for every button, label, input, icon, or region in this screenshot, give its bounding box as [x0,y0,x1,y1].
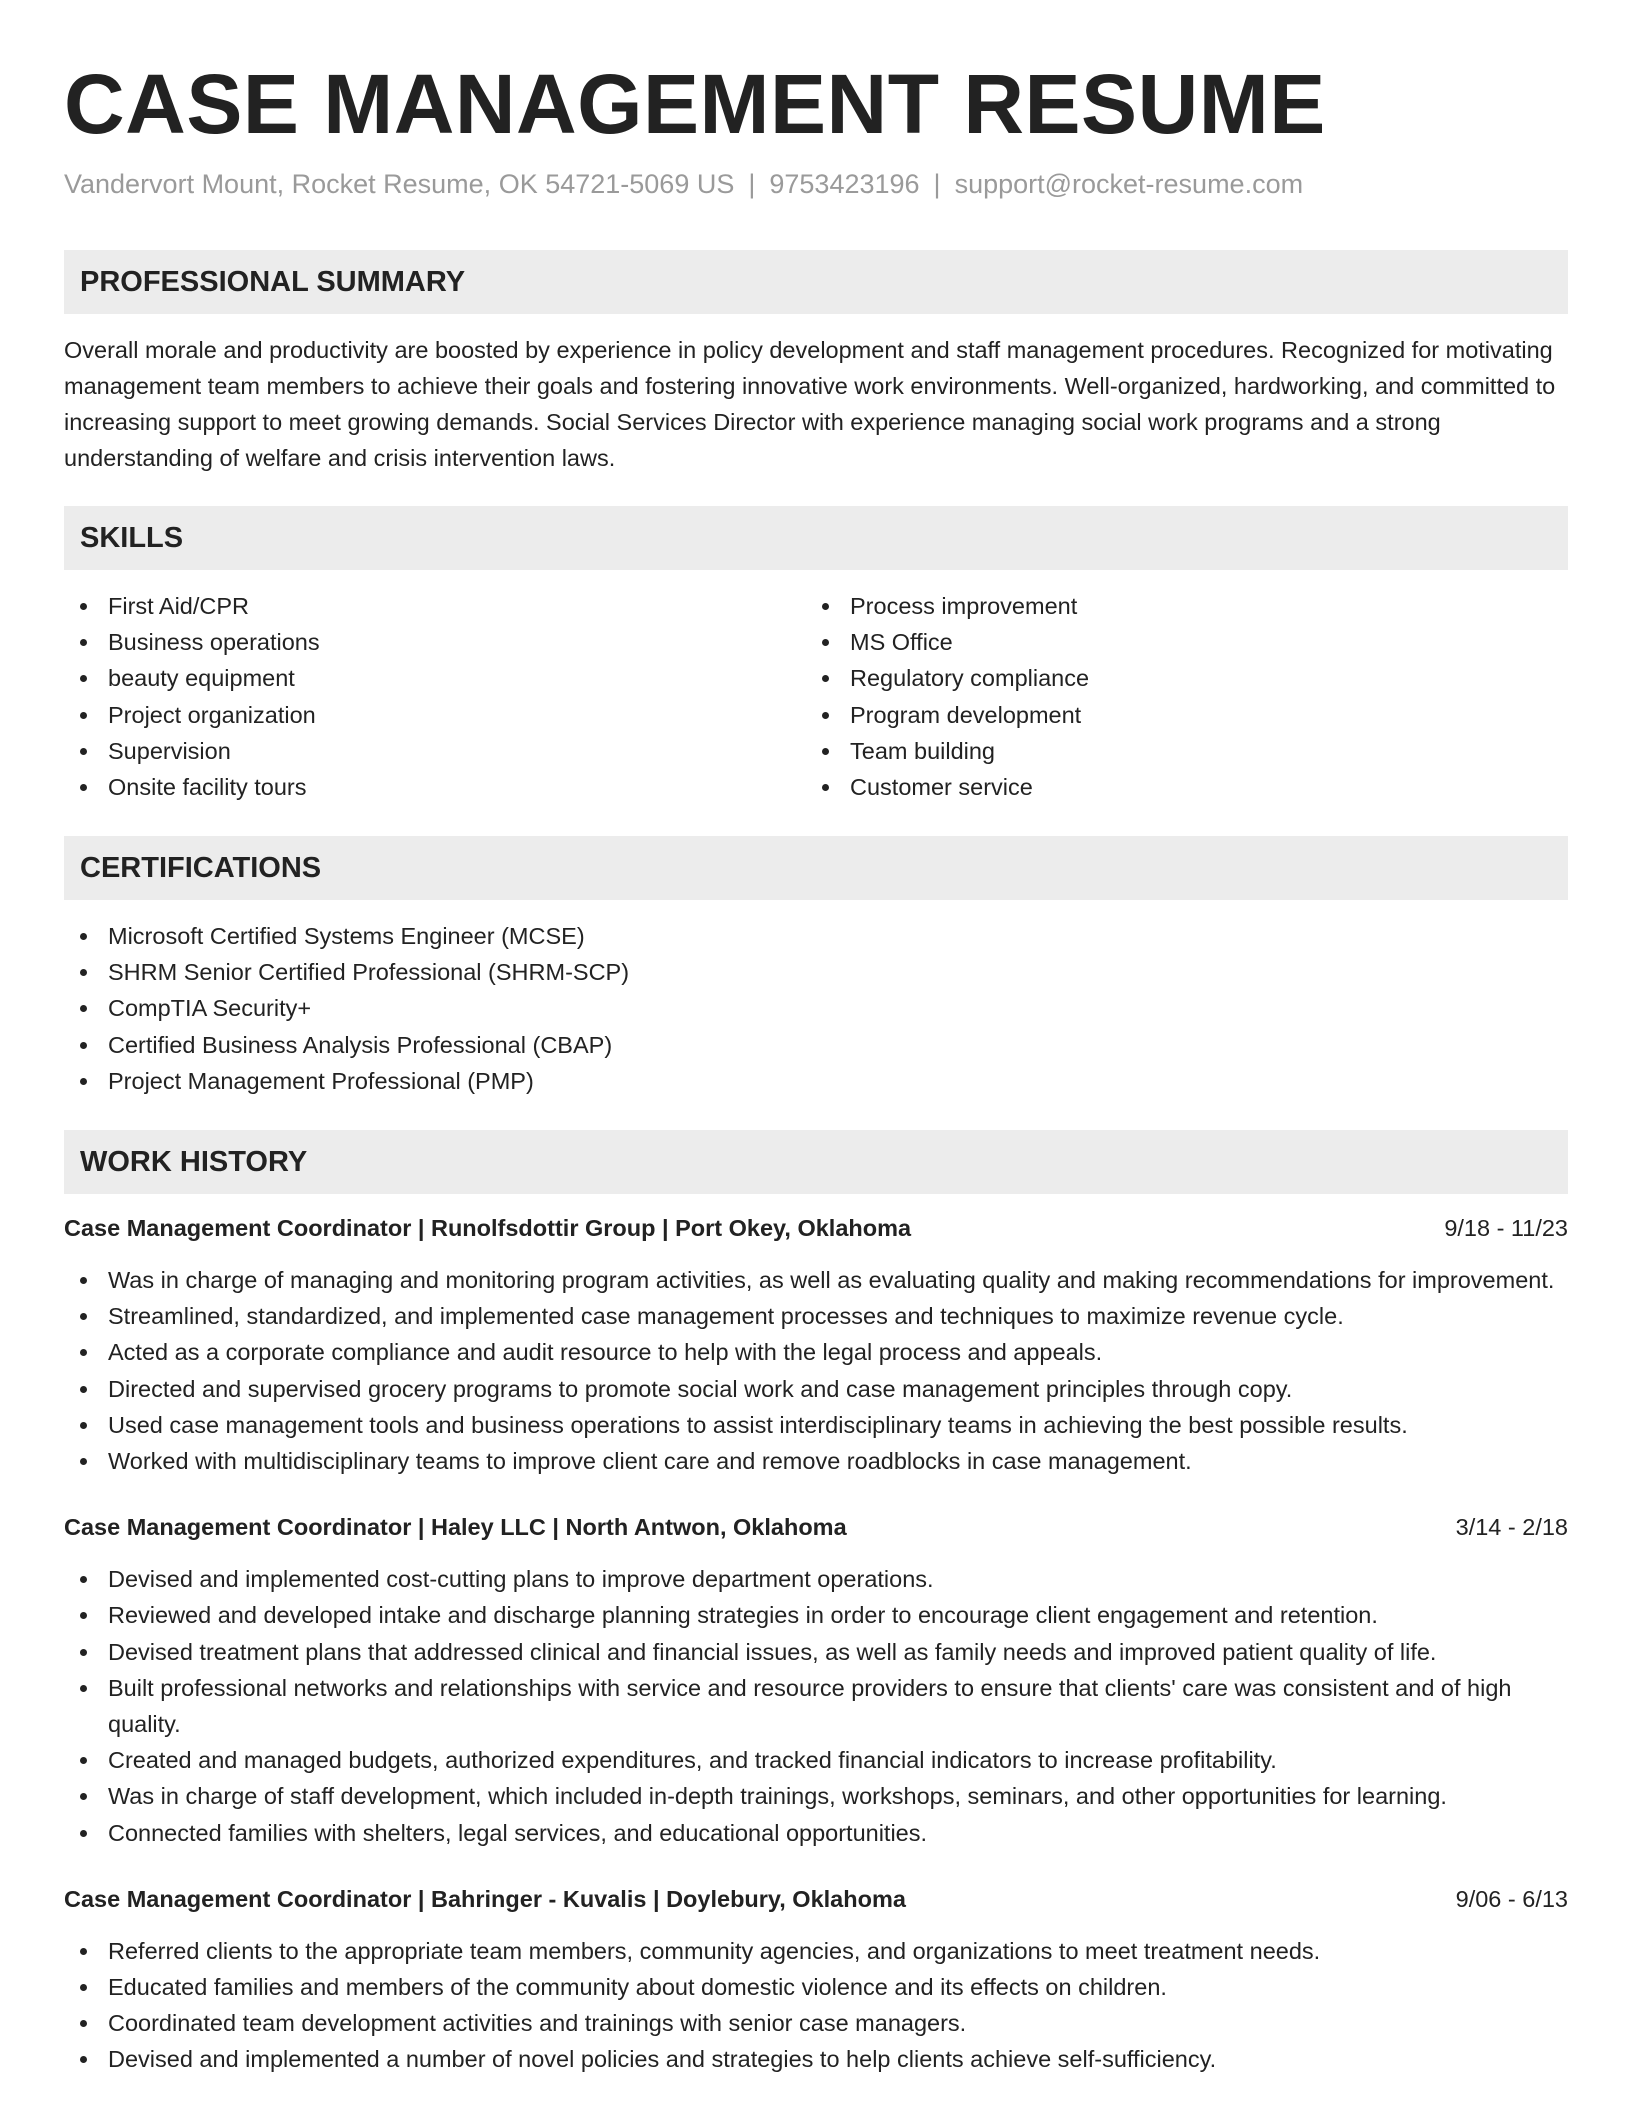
job-bullet: Acted as a corporate compliance and audit resource to help with the legal process and appeals. [64,1334,1568,1370]
skills-list-left [64,588,806,805]
certification-item: Certified Business Analysis Professional (CBAP) [64,1027,1568,1063]
skills-heading: SKILLS [64,506,1568,570]
skill-item: beauty equipment [64,660,806,696]
contact-separator: | [933,169,941,199]
job-dates: 9/06 - 6/13 [1455,1885,1568,1912]
skill-item: Regulatory compliance [806,660,1548,696]
skill-item: Program development [806,697,1548,733]
job-bullet: Devised treatment plans that addressed clinical and financial issues, as well as family needs and improved patient quality of life. [64,1634,1568,1670]
skill-item: Team building [806,733,1548,769]
job-bullet: Devised and implemented a number of novel policies and strategies to help clients achieve self-sufficiency. [64,2041,1568,2077]
job-bullet: Was in charge of staff development, which included in-depth trainings, workshops, seminars, and other opportunities for learning. [64,1778,1568,1814]
job-entry [64,1210,1568,1479]
job-bullet: Devised and implemented cost-cutting plans to improve department operations. [64,1561,1568,1597]
job-bullets [64,1933,1568,2078]
skills-columns [64,570,1568,805]
certification-item: Microsoft Certified Systems Engineer (MCSE) [64,918,1568,954]
work-history-heading: WORK HISTORY [64,1130,1568,1194]
job-bullet: Built professional networks and relationships with service and resource providers to ensure that clients' care was consistent and of high quality. [64,1670,1568,1742]
skill-item: First Aid/CPR [64,588,806,624]
job-header [64,1881,1568,1917]
certifications-heading: CERTIFICATIONS [64,836,1568,900]
job-entry [64,1509,1568,1851]
skill-item: Supervision [64,733,806,769]
job-bullets [64,1561,1568,1851]
job-header [64,1509,1568,1545]
job-bullet: Connected families with shelters, legal services, and educational opportunities. [64,1815,1568,1851]
job-bullet: Streamlined, standardized, and implemented case management processes and techniques to maximize revenue cycle. [64,1298,1568,1334]
job-dates: 3/14 - 2/18 [1455,1514,1568,1541]
job-bullet: Used case management tools and business operations to assist interdisciplinary teams in achieving the best possible results. [64,1407,1568,1443]
certifications-section [64,836,1568,1099]
certification-item: Project Management Professional (PMP) [64,1063,1568,1099]
job-bullet: Was in charge of managing and monitoring program activities, as well as evaluating quality and making recommendations for improvement. [64,1262,1568,1298]
certification-item: SHRM Senior Certified Professional (SHRM-SCP) [64,954,1568,990]
page-title: CASE MANAGEMENT RESUME [64,57,1326,151]
job-header [64,1210,1568,1246]
job-bullet: Educated families and members of the community about domestic violence and its effects on children. [64,1969,1568,2005]
job-dates: 9/18 - 11/23 [1444,1215,1568,1241]
job-entry [64,1881,1568,2078]
certification-item: CompTIA Security+ [64,990,1568,1026]
job-bullet: Reviewed and developed intake and discharge planning strategies in order to encourage client engagement and retention. [64,1597,1568,1633]
contact-line [64,166,1303,202]
job-bullet: Referred clients to the appropriate team members, community agencies, and organizations to meet treatment needs. [64,1933,1568,1969]
summary-text: Overall morale and productivity are boosted by experience in policy development and staff management procedures. Recognized for motivating management team members to achieve their goals and fostering innovative work environments. Well-organized, hardworking, and committed to increasing support to meet growing demands. Social Services Director with experience managing social work programs and a strong understanding of welfare and crisis intervention laws. [64,337,1556,471]
skill-item: Customer service [806,769,1548,805]
skill-item: Business operations [64,624,806,660]
contact-phone: 9753423196 [769,169,920,199]
skill-item: Project organization [64,697,806,733]
contact-email: support@rocket-resume.com [954,169,1304,199]
skill-item: Onsite facility tours [64,769,806,805]
skill-item: Process improvement [806,588,1548,624]
job-bullet: Worked with multidisciplinary teams to improve client care and remove roadblocks in case management. [64,1443,1568,1479]
skills-list-right [806,588,1548,805]
skills-section [64,506,1568,805]
summary-section [64,250,1568,476]
work-history-section [64,1130,1568,2078]
certifications-list [64,918,1568,1099]
job-bullets [64,1262,1568,1479]
job-bullet: Created and managed budgets, authorized expenditures, and tracked financial indicators to increase profitability. [64,1742,1568,1778]
skill-item: MS Office [806,624,1548,660]
contact-address: Vandervort Mount, Rocket Resume, OK 54721-5069 US [64,169,735,199]
job-title: Case Management Coordinator | Bahringer - Kuvalis | Doylebury, Oklahoma [64,1885,906,1912]
job-bullet: Directed and supervised grocery programs to promote social work and case management principles through copy. [64,1371,1568,1407]
job-title: Case Management Coordinator | Haley LLC | North Antwon, Oklahoma [64,1514,847,1541]
job-title: Case Management Coordinator | Runolfsdottir Group | Port Okey, Oklahoma [64,1215,912,1241]
job-bullet: Coordinated team development activities and trainings with senior case managers. [64,2005,1568,2041]
summary-heading: PROFESSIONAL SUMMARY [64,250,1568,314]
contact-separator: | [748,169,756,199]
